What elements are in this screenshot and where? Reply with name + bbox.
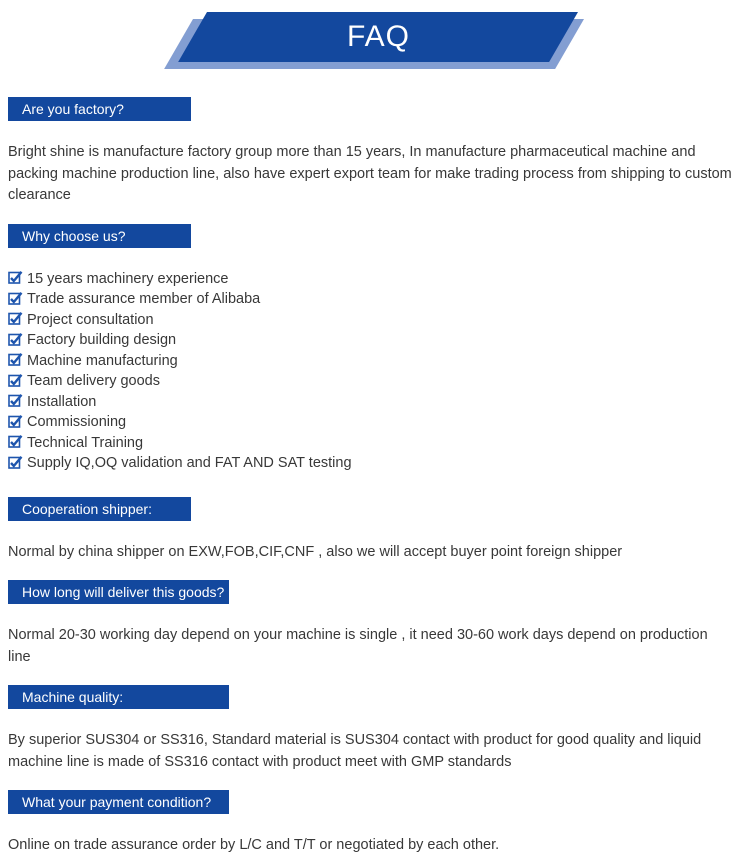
checked-checkbox-icon xyxy=(8,270,23,285)
faq-banner xyxy=(0,0,750,97)
section-header-cooperation-shipper: Cooperation shipper: xyxy=(8,497,191,521)
checklist xyxy=(8,269,742,474)
faq-content xyxy=(0,97,750,857)
checklist-item-label: Installation xyxy=(27,393,97,410)
checklist-item xyxy=(8,310,742,331)
checklist-item-label: 15 years machinery experience xyxy=(27,270,229,287)
checked-checkbox-icon xyxy=(8,352,23,367)
checked-checkbox-icon xyxy=(8,455,23,470)
checklist-item-label: Machine manufacturing xyxy=(27,352,178,369)
checked-checkbox-icon xyxy=(8,373,23,388)
checklist-item xyxy=(8,289,742,310)
banner-title: FAQ xyxy=(346,20,410,53)
checklist-item xyxy=(8,269,742,290)
checklist-item xyxy=(8,351,742,372)
section-body-payment-condition: Online on trade assurance order by L/C and T/T or negotiated by each other. xyxy=(8,837,500,853)
checked-checkbox-icon xyxy=(8,332,23,347)
checklist-item-label: Factory building design xyxy=(27,332,177,348)
checked-checkbox-icon xyxy=(8,291,23,306)
checklist-item-label: Team delivery goods xyxy=(27,373,160,389)
checklist-item-label: Project consultation xyxy=(27,311,154,328)
checked-checkbox-icon xyxy=(8,393,23,408)
checklist-item-label: Trade assurance member of Alibaba xyxy=(27,291,261,307)
checklist-item xyxy=(8,392,742,413)
section-body-delivery-time: Normal 20-30 working day depend on your machine is single , it need 30-60 work days depend on production line xyxy=(8,627,708,665)
section-body-machine-quality: By superior SUS304 or SS316, Standard material is SUS304 contact with product for good quality and liquid machine line is made of SS316 contact with product meet with GMP standards xyxy=(8,732,702,770)
checklist-item-label: Technical Training xyxy=(27,434,144,451)
section-header-are-you-factory: Are you factory? xyxy=(8,97,191,121)
section-body-cooperation-shipper: Normal by china shipper on EXW,FOB,CIF,CNF , also we will accept buyer point foreign shipper xyxy=(8,543,623,560)
checklist-item xyxy=(8,412,742,433)
section-header-delivery-time: How long will deliver this goods? xyxy=(8,580,229,604)
section-header-why-choose-us: Why choose us? xyxy=(8,224,191,248)
checked-checkbox-icon xyxy=(8,414,23,429)
section-body-are-you-factory: Bright shine is manufacture factory group more than 15 years, In manufacture pharmaceutical machine and packing machine production line, also have expert export team for make trading process from shipping to custom clearance xyxy=(8,144,732,203)
checklist-item xyxy=(8,371,742,392)
checklist-item-label: Supply IQ,OQ validation and FAT AND SAT testing xyxy=(27,455,352,471)
section-header-payment-condition: What your payment condition? xyxy=(8,790,229,814)
checked-checkbox-icon xyxy=(8,434,23,449)
checklist-item-label: Commissioning xyxy=(27,414,127,430)
checked-checkbox-icon xyxy=(8,311,23,326)
checklist-item xyxy=(8,453,742,474)
checklist-item xyxy=(8,330,742,351)
section-header-machine-quality: Machine quality: xyxy=(8,685,229,709)
checklist-item xyxy=(8,433,742,454)
